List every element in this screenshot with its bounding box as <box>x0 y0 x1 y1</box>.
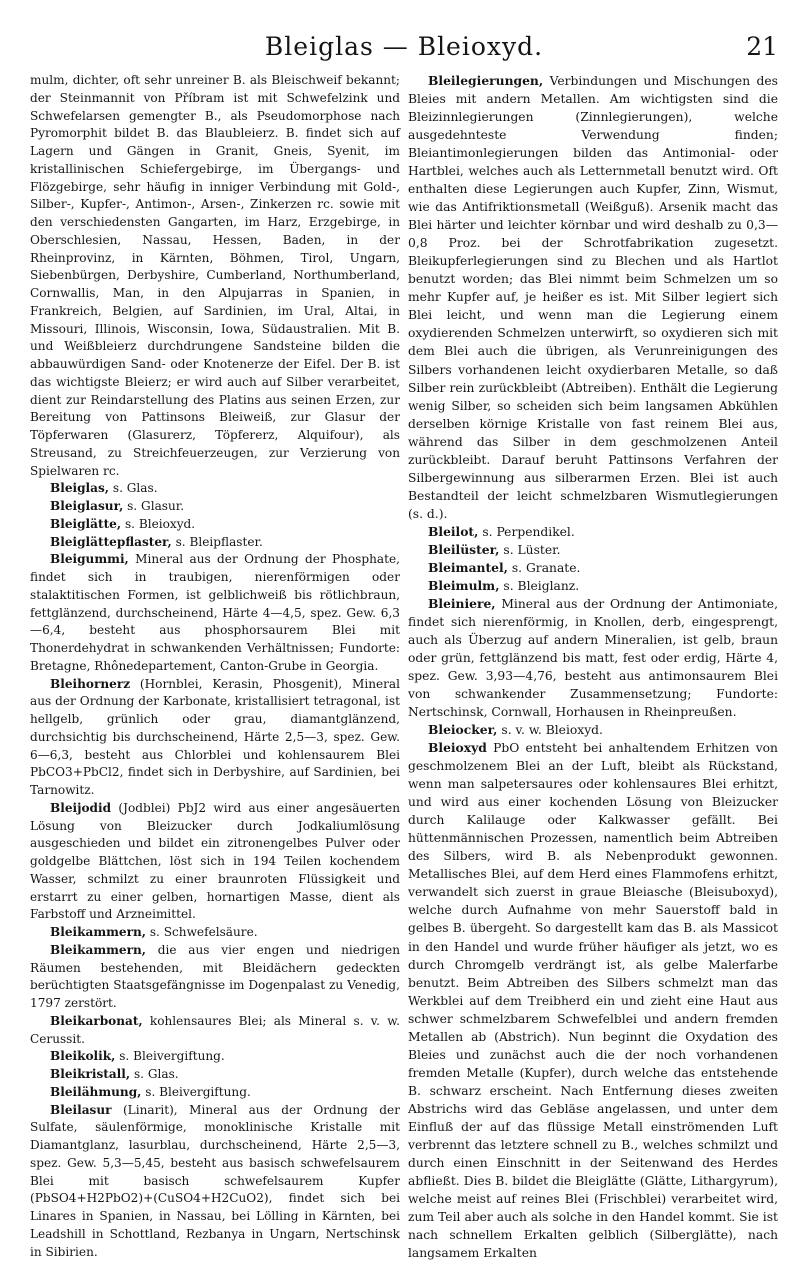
entry-text: s. Lüster. <box>503 542 561 557</box>
dictionary-entry <box>30 72 400 480</box>
dictionary-entry <box>30 551 400 675</box>
dictionary-entry <box>30 1013 400 1049</box>
entry-text: s. Bleioxyd. <box>124 516 196 531</box>
dictionary-entry <box>408 595 778 721</box>
entry-text: s. Perpendikel. <box>482 524 575 539</box>
entry-headword: Bleioxyd <box>428 740 487 756</box>
entry-headword: Bleikammern, <box>50 925 146 939</box>
entry-text: (Hornblei, Kerasin, Phosgenit), Mineral aus der Ordnung der Karbonate, kristallisiert tetragonal, ist hellgelb, grünlich oder grau, diamantglänzend, durchsichtig bis durchscheinend, Härte 2,5—3, spez. Gew. 6—6,3, besteht aus Chlorblei und kohlensaurem Blei PbCO3+PbCl2, findet sich in Derbyshire, auf Sardinien, bei Tarnowitz. <box>30 676 400 797</box>
entry-text: mulm, dichter, oft sehr unreiner B. als Bleischweif bekannt; der Steinmannit von Příbram ist mit Schwefelzink und Schwefelarsen gemengter B., als Pseudomorphose nach Pyromorphit bildet B. das Blaubleierz. B. findet sich auf Lagern und Gängen in Granit, Gneis, Syenit, im kristallinischen Schiefergebirge, im Übergangs- und Flözgebirge, sehr häufig in inniger Verbindung mit Gold-, Silber-, Kupfer-, Antimon-, Arsen-, Zinkerzen rc. sowie mit den verschiedensten Gangarten, im Harz, Erzgebirge, in Oberschlesien, Nassau, Hessen, Baden, in der Rheinprovinz, in Kärnten, Böhmen, Tirol, Ungarn, Siebenbürgen, Derbyshire, Cumberland, Northumberland, Cornwallis, Man, in den Alpujarras in Spanien, in Frankreich, Belgien, auf Sardinien, im Ural, Altai, in Missouri, Illinois, Wisconsin, Iowa, Südaustralien. Mit B. und Weißbleierz durchdrungene Sandsteine bilden die abbauwürdigen Sand- oder Knotenerze der Eifel. Der B. ist das wichtigste Bleierz; er wird auch auf Silber verarbeitet, dient zur Reindarstellung des Platins aus seinen Erzen, zur Bereitung von Pattinsons Bleiweiß, zur Glasur der Töpferwaren (Glasurerz, Töpfererz, Alquifour), als Streusand, zu Streichfeuerzeugen, zur Verzierung von Spielwaren rc. <box>30 73 400 478</box>
dictionary-entry <box>30 924 400 942</box>
entry-headword: Bleimantel, <box>428 559 508 575</box>
entry-text: (Jodblei) PbJ2 wird aus einer angesäuerten Lösung von Bleizucker durch Jodkaliumlösung ausgeschieden und bildet ein zitronengelbes Pulver oder goldgelbe Blättchen, löst sich in 194 Teilen kochendem Wasser, schmilzt zu einer braunroten Flüssigkeit und erstarrt zu einer gelben, hornartigen Masse, dient als Farbstoff und Arzneimittel. <box>30 800 400 922</box>
dictionary-entry <box>30 1102 400 1262</box>
entry-headword: Bleikammern, <box>50 942 146 957</box>
right-column <box>408 72 778 1262</box>
left-column <box>30 72 400 1261</box>
entry-text: kohlensaures Blei; als Mineral s. v. w. Cerussit. <box>30 1013 400 1046</box>
entry-text: s. Glas. <box>112 481 158 496</box>
dictionary-entry <box>408 559 778 577</box>
entry-headword: Bleilähmung, <box>50 1084 142 1099</box>
entry-headword: Bleikolik, <box>50 1049 116 1064</box>
entry-text: s. Bleivergiftung. <box>119 1049 225 1064</box>
entry-text: Verbindungen und Mischungen des Bleies mit andern Metallen. Am wichtigsten sind die Bleizinnlegierungen (Zinnlegierungen), welche ausgedehnteste Verwendung finden; Bleiantimonlegierungen bilden das Antimonial- oder Hartblei, welches auch als Letternmetall benutzt wird. Oft enthalten diese Legierungen auch Kupfer, Zinn, Wismut, wie das Antifriktionsmetall (Weißguß). Arsenik macht das Blei härter und leichter körnbar und wird deshalb zu 0,3—0,8 Proz. bei der Schrotfabrikation zugesetzt. Bleikupferlegierungen sind zu Blechen und als Hartlot benutzt worden; das Blei nimmt beim Schmelzen um so mehr Kupfer auf, je heißer es ist. Mit Silber legiert sich Blei leicht, und wenn man die Legierung einem oxydierenden Schmelzen unterwirft, so oxydieren sich mit dem Blei auch die übrigen, als Verunreinigungen des Silbers vorhandenen leicht oxydierbaren Metalle, so daß Silber rein zurückbleibt (Abtreiben). Enthält die Legierung wenig Silber, so scheiden sich beim langsamen Abkühlen derselben körnige Kristalle von fast reinem Blei aus, während das Silber in dem geschmolzenen Anteil zurückbleibt. Darauf beruht Pattinsons Verfahren der Silbergewinnung aus silberarmen Erzen. Blei ist auch Bestandteil der leicht schmelzbaren Wismutlegierungen (s. d.). <box>408 74 778 521</box>
entry-text: s. Granate. <box>511 560 581 575</box>
entry-headword: Bleigummi, <box>50 552 129 567</box>
entry-headword: Bleilüster, <box>428 541 500 557</box>
dictionary-entry <box>30 1084 400 1102</box>
entry-text: Mineral aus der Ordnung der Phosphate, findet sich in traubigen, nierenförmigen oder stalaktitischen Formen, ist gelblichweiß bis rötlichbraun, fettglänzend, durchscheinend, Härte 4—4,5, spez. Gew. 6,3—6,4, besteht aus phosphorsaurem Blei mit Thonerdehydrat in schwankenden Verhältnissen; Fundorte: Bretagne, Rhônedepartement, Canton-Grube in Georgia. <box>30 552 400 673</box>
entry-headword: Bleilot, <box>428 523 479 539</box>
dictionary-entry <box>30 800 400 924</box>
entry-text: PbO entsteht bei anhaltendem Erhitzen von geschmolzenem Blei an der Luft, bleibt als Rückstand, wenn man salpetersaures oder kohlensaures Blei erhitzt, und wird aus einer kochenden Lösung von Bleizucker durch Kalilauge oder Kalkwasser gefällt. Bei hüttenmännischen Prozessen, namentlich beim Abtreiben des Silbers, wird B. als Nebenprodukt gewonnen. Metallisches Blei, auf dem Herd eines Flammofens erhitzt, verwandelt sich zuerst in graue Bleiasche (Bleisuboxyd), welche durch Aufnahme von mehr Sauerstoff bald in gelbes B. übergeht. So dargestellt kam das B. als Massicot in den Handel und wurde früher häufiger als jetzt, wo es durch Chromgelb verdrängt ist, als gelbe Malerfarbe benutzt. Beim Abtreiben des Silbers schmelzt man das Werkblei auf dem Treibherd ein und zieht eine Haut aus schwer schmelzbarem Schwefelblei und andern fremden Metallen ab (Abstrich). Nun beginnt die Oxydation des Bleies und zunächst auch die der noch vorhandenen fremden Metalle (Kupfer), durch welche das entstehende B. schwarz erscheint. Nach Entfernung dieses zweiten Abstrichs wird das Gebläse angelassen, und unter dem Einfluß der auf das flüssige Metall einströmenden Luft verbrennt das letztere schnell zu B., welches schmilzt und durch einen Einschnitt in der Seitenwand des Herdes abfließt. Dies B. bildet die Bleiglätte (Glätte, Lithargyrum), welche meist auf reines Blei (Frischblei) verarbeitet wird, zum Teil aber auch als solche in den Handel kommt. Sie ist nach schnellem Erkalten gelblich (Silberglätte), nach langsamem Erkalten <box>408 741 778 1261</box>
dictionary-entry <box>30 498 400 516</box>
dictionary-entry <box>30 480 400 498</box>
dictionary-entry <box>30 534 400 552</box>
dictionary-entry <box>408 541 778 559</box>
entry-headword: Bleikarbonat, <box>50 1013 143 1028</box>
dictionary-entry <box>408 72 778 523</box>
entry-text: Mineral aus der Ordnung der Antimoniate, findet sich nierenförmig, in Knollen, derb, eingesprengt, auch als Überzug auf andern Mineralien, ist gelb, braun oder grün, fettglänzend bis matt, fest oder erdig, Härte 4, spez. Gew. 3,93—4,76, besteht aus antimonsaurem Blei von schwankender Zusammensetzung; Fundorte: Nertschinsk, Cornwall, Horhausen in Rheinpreußen. <box>408 596 778 720</box>
dictionary-entry <box>408 523 778 541</box>
page-number: 21 <box>746 32 778 61</box>
dictionary-entry <box>30 1066 400 1084</box>
entry-text: s. Glasur. <box>127 499 185 513</box>
entry-text: s. Bleipflaster. <box>175 534 263 549</box>
entry-text: s. Glas. <box>133 1067 179 1081</box>
dictionary-entry <box>30 516 400 534</box>
entry-text: s. v. w. Bleioxyd. <box>501 723 603 738</box>
entry-text: s. Schwefelsäure. <box>149 925 258 939</box>
entry-headword: Bleiniere, <box>428 595 496 611</box>
entry-text: s. Bleiglanz. <box>503 578 580 593</box>
dictionary-entry <box>30 942 400 1013</box>
page-header <box>30 32 778 68</box>
entry-headword: Bleilasur <box>50 1102 112 1117</box>
dictionary-entry <box>30 1048 400 1066</box>
entry-text: (Linarit), Mineral aus der Ordnung der Sulfate, säulenförmige, monoklinische Kristalle mit Diamantglanz, lasurblau, durchscheinend, Härte 2,5—3, spez. Gew. 5,3—5,45, besteht aus basisch schwefelsaurem Blei mit basisch schwefelsaurem Kupfer (PbSO4+H2PbO2)+(CuSO4+H2CuO2), findet sich bei Linares in Spanien, in Nassau, bei Lölling in Kärnten, bei Leadshill in Schottland, Rezbanya in Ungarn, Nertschinsk in Sibirien. <box>30 1102 400 1259</box>
entry-headword: Bleihornerz <box>50 676 131 691</box>
dictionary-entry <box>408 577 778 595</box>
entry-headword: Bleimulm, <box>428 577 500 593</box>
entry-headword: Bleiglasur, <box>50 499 124 513</box>
entry-text: die aus vier engen und niedrigen Räumen bestehenden, mit Bleidächern gedeckten berüchtigten Staatsgefängnisse im Dogenpalast zu Venedig, 1797 zerstört. <box>30 942 400 1010</box>
entry-text: s. Bleivergiftung. <box>145 1084 251 1099</box>
entry-headword: Bleijodid <box>50 800 112 815</box>
dictionary-entry <box>408 739 778 1262</box>
entry-headword: Bleikristall, <box>50 1067 131 1081</box>
dictionary-entry <box>30 676 400 800</box>
entry-headword: Bleiglas, <box>50 481 110 496</box>
entry-headword: Bleilegierungen, <box>428 73 544 88</box>
running-title: Bleiglas — Bleioxyd. <box>264 32 544 61</box>
dictionary-entry <box>408 721 778 739</box>
entry-headword: Bleiglätte, <box>50 516 122 531</box>
entry-headword: Bleiocker, <box>428 722 498 738</box>
entry-headword: Bleiglättepflaster, <box>50 534 172 549</box>
